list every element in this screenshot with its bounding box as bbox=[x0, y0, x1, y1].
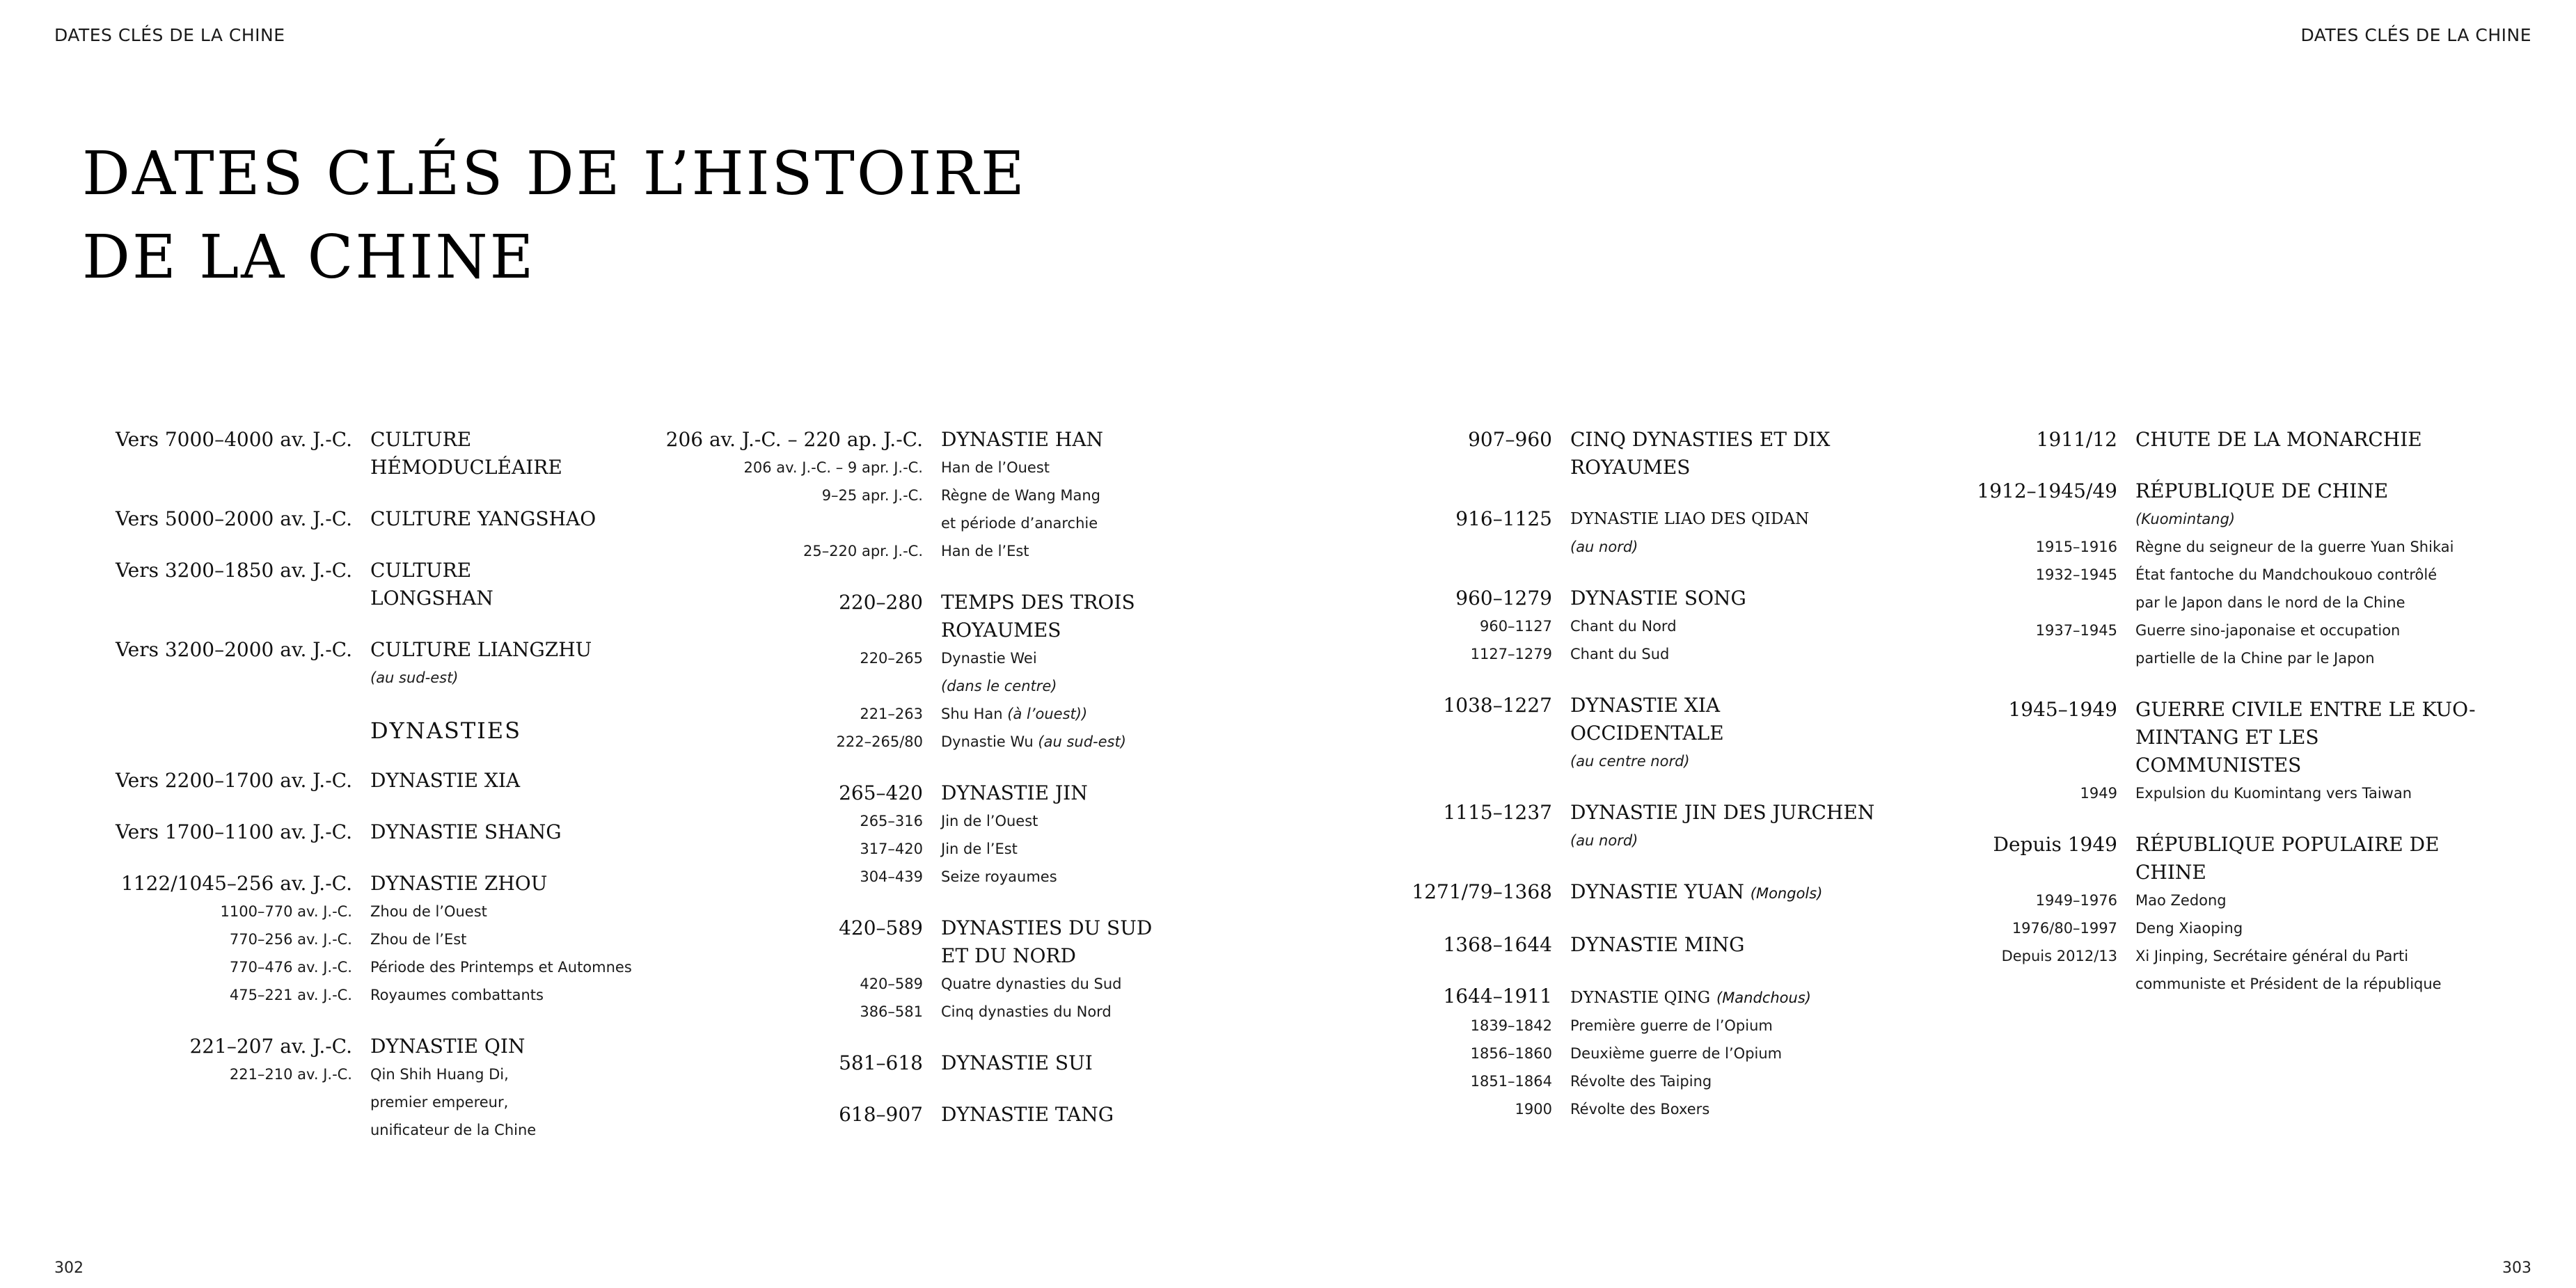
entry-date: 1911/12 bbox=[2036, 428, 2117, 451]
sub-entry-label: Seize royaumes bbox=[941, 868, 1057, 885]
sub-entry-label: et période d’anarchie bbox=[941, 515, 1098, 532]
sub-entry-label: Deuxième guerre de l’Opium bbox=[1570, 1045, 1783, 1062]
timeline-column-4 bbox=[1942, 426, 2483, 1021]
entry-label: DYNASTIE ZHOU bbox=[370, 872, 548, 895]
entry-date: 1912–1945/49 bbox=[1977, 479, 2117, 502]
entry-date: 1038–1227 bbox=[1443, 694, 1552, 717]
timeline-entry bbox=[1350, 426, 1876, 482]
sub-entry-label: Expulsion du Kuomintang vers Taiwan bbox=[2135, 785, 2412, 802]
entry-note: (Mongols) bbox=[1750, 885, 1823, 902]
running-head-right: DATES CLÉS DE LA CHINE bbox=[2300, 25, 2531, 45]
sub-entry-label: Révolte des Taiping bbox=[1570, 1073, 1712, 1090]
sub-entry-label: Cinq dynasties du Nord bbox=[941, 1003, 1112, 1020]
sub-entry bbox=[1350, 1040, 1876, 1067]
sub-entry-date: 1915–1916 bbox=[2035, 539, 2117, 555]
sub-entry bbox=[1942, 970, 2483, 998]
entry-note: (au nord) bbox=[1570, 832, 1638, 849]
entry-note: (Kuomintang) bbox=[2135, 511, 2236, 527]
page-number-left: 302 bbox=[54, 1259, 84, 1277]
sub-entry bbox=[654, 672, 1171, 700]
entry-note: (au nord) bbox=[1570, 539, 1638, 555]
timeline-entry bbox=[1942, 831, 2483, 998]
sub-entry-date: 206 av. J.-C. – 9 apr. J.-C. bbox=[743, 459, 923, 476]
sub-entry bbox=[1942, 644, 2483, 672]
sub-entry bbox=[654, 644, 1171, 672]
sub-entry-label: Chant du Sud bbox=[1570, 646, 1670, 662]
entry-date: 1122/1045–256 av. J.-C. bbox=[120, 872, 352, 895]
sub-entry bbox=[654, 970, 1171, 998]
sub-entry-date: 1900 bbox=[1515, 1101, 1552, 1118]
sub-entry bbox=[82, 925, 632, 953]
sub-entry bbox=[654, 728, 1171, 756]
entry-date: 1945–1949 bbox=[2008, 698, 2117, 721]
sub-entry bbox=[82, 898, 632, 925]
sub-entry bbox=[654, 835, 1171, 863]
entry-date: Vers 5000–2000 av. J.-C. bbox=[115, 507, 352, 530]
entry-note: (au sud-est) bbox=[370, 669, 459, 686]
sub-entry-label: Royaumes combattants bbox=[370, 987, 544, 1003]
entry-label: RÉPUBLIQUE DE CHINE bbox=[2135, 479, 2389, 502]
entry-label: DYNASTIES DU SUD ET DU NORD bbox=[941, 916, 1153, 967]
timeline-entry bbox=[1350, 799, 1876, 854]
entry-label: CULTURE YANGSHAO bbox=[370, 507, 596, 530]
sub-entry bbox=[1942, 942, 2483, 970]
entry-label: DYNASTIE LIAO DES QIDAN bbox=[1570, 510, 1810, 528]
sub-entry bbox=[82, 1060, 632, 1088]
sub-entry-label: communiste et Président de la république bbox=[2135, 976, 2442, 992]
entry-label: DYNASTIE TANG bbox=[941, 1103, 1114, 1126]
entry-date: Vers 3200–2000 av. J.-C. bbox=[115, 638, 352, 661]
timeline-entry bbox=[82, 870, 632, 1009]
timeline-column-2 bbox=[654, 426, 1171, 1152]
sub-entry-date: 770–476 av. J.-C. bbox=[229, 959, 352, 976]
entry-label: DYNASTIE SUI bbox=[941, 1051, 1093, 1074]
timeline-entry bbox=[82, 1033, 632, 1144]
sub-entry bbox=[82, 981, 632, 1009]
sub-entry-note: (à l’ouest)) bbox=[1007, 706, 1088, 722]
sub-entry bbox=[1350, 1067, 1876, 1095]
entry-label: RÉPUBLIQUE POPULAIRE DE CHINE bbox=[2135, 833, 2440, 884]
sub-entry-date: 1932–1945 bbox=[2035, 566, 2117, 583]
sub-entry-date: 770–256 av. J.-C. bbox=[229, 931, 352, 948]
sub-entry-label: Qin Shih Huang Di, bbox=[370, 1066, 509, 1083]
sub-entry-date: 220–265 bbox=[860, 650, 923, 667]
sub-entry-label: Révolte des Boxers bbox=[1570, 1101, 1710, 1118]
sub-entry-label: Jin de l’Ouest bbox=[941, 813, 1038, 829]
timeline-entry bbox=[82, 505, 632, 533]
page-title-line-2: DE LA CHINE bbox=[82, 223, 536, 292]
sub-entry-label: premier empereur, bbox=[370, 1094, 509, 1111]
sub-entry-date: 221–210 av. J.-C. bbox=[229, 1066, 352, 1083]
timeline-entry bbox=[1350, 931, 1876, 959]
timeline-entry bbox=[82, 557, 632, 612]
entry-date: 581–618 bbox=[839, 1051, 923, 1074]
sub-entry-label: Han de l’Est bbox=[941, 543, 1029, 559]
sub-entry-label: Guerre sino-japonaise et occupation bbox=[2135, 622, 2401, 639]
entry-label: DYNASTIE XIA bbox=[370, 769, 521, 792]
entry-label: DYNASTIE YUAN bbox=[1570, 880, 1744, 903]
timeline-entry bbox=[82, 636, 632, 692]
timeline-entry bbox=[1350, 983, 1876, 1123]
timeline-entry bbox=[1350, 585, 1876, 668]
sub-entry bbox=[1942, 914, 2483, 942]
sub-entry-label: unificateur de la Chine bbox=[370, 1122, 537, 1138]
entry-date: 1115–1237 bbox=[1443, 801, 1552, 824]
timeline-entry bbox=[1942, 477, 2483, 672]
sub-entry-label: Deng Xiaoping bbox=[2135, 920, 2243, 937]
sub-entry bbox=[654, 863, 1171, 891]
sub-entry-date: 1100–770 av. J.-C. bbox=[220, 903, 352, 920]
sub-entry-label: Première guerre de l’Opium bbox=[1570, 1017, 1773, 1034]
sub-entry-date: 222–265/80 bbox=[836, 733, 923, 750]
sub-entry bbox=[1942, 617, 2483, 644]
sub-entry bbox=[1350, 1095, 1876, 1123]
sub-entry-date: 1937–1945 bbox=[2035, 622, 2117, 639]
entry-date: 1644–1911 bbox=[1443, 985, 1552, 1008]
sub-entry-label: par le Japon dans le nord de la Chine bbox=[2135, 594, 2405, 611]
page-title-line-1: DATES CLÉS DE L’HISTOIRE bbox=[82, 139, 1027, 209]
sub-entry bbox=[82, 1088, 632, 1116]
sub-entry bbox=[82, 1116, 632, 1144]
sub-entry-label: Mao Zedong bbox=[2135, 892, 2227, 909]
page-number-right: 303 bbox=[2502, 1259, 2531, 1277]
sub-entry-label: partielle de la Chine par le Japon bbox=[2135, 650, 2375, 667]
sub-entry-label: État fantoche du Mandchoukouo contrôlé bbox=[2135, 566, 2437, 583]
timeline-entry bbox=[1942, 426, 2483, 454]
entry-note: (Mandchous) bbox=[1716, 989, 1811, 1006]
sub-entry bbox=[1350, 640, 1876, 668]
timeline-entry bbox=[82, 426, 632, 482]
sub-entry-date: 386–581 bbox=[860, 1003, 923, 1020]
sub-entry bbox=[654, 700, 1171, 728]
sub-entry bbox=[1350, 612, 1876, 640]
entry-label: CINQ DYNASTIES ET DIX ROYAUMES bbox=[1570, 428, 1831, 479]
sub-entry-date: 420–589 bbox=[860, 976, 923, 992]
sub-entry-date: 265–316 bbox=[860, 813, 923, 829]
entry-date: 916–1125 bbox=[1455, 507, 1552, 530]
timeline-entry bbox=[654, 589, 1171, 756]
entry-date: 1271/79–1368 bbox=[1412, 880, 1552, 903]
sub-entry-label: Chant du Nord bbox=[1570, 618, 1677, 635]
sub-entry bbox=[654, 807, 1171, 835]
timeline-entry bbox=[82, 767, 632, 795]
entry-label: GUERRE CIVILE ENTRE LE KUO-MINTANG ET LES COMMUNISTES bbox=[2135, 698, 2476, 777]
entry-label: DYNASTIE SONG bbox=[1570, 587, 1746, 610]
entry-label: DYNASTIE QING bbox=[1570, 989, 1711, 1007]
sub-entry-label: Xi Jinping, Secrétaire général du Parti bbox=[2135, 948, 2409, 964]
sub-entry-label: Quatre dynasties du Sud bbox=[941, 976, 1122, 992]
entry-date: 960–1279 bbox=[1455, 587, 1552, 610]
sub-entry-label: Dynastie Wei bbox=[941, 650, 1037, 667]
entry-label: TEMPS DES TROIS ROYAUMES bbox=[941, 591, 1135, 642]
sub-entry-date: 1949–1976 bbox=[2035, 892, 2117, 909]
entry-label: DYNASTIE HAN bbox=[941, 428, 1104, 451]
entry-date: Vers 7000–4000 av. J.-C. bbox=[115, 428, 352, 451]
entry-note: (au centre nord) bbox=[1570, 753, 1690, 770]
entry-date: 220–280 bbox=[839, 591, 923, 614]
sub-entry-label: Période des Printemps et Automnes bbox=[370, 959, 632, 976]
sub-entry bbox=[1942, 589, 2483, 617]
sub-entry-date: 1949 bbox=[2080, 785, 2117, 802]
entry-label: DYNASTIE SHANG bbox=[370, 820, 562, 843]
sub-entry-label: Zhou de l’Est bbox=[370, 931, 467, 948]
entry-date: Vers 3200–1850 av. J.-C. bbox=[115, 559, 352, 582]
sub-entry-date: 25–220 apr. J.-C. bbox=[803, 543, 923, 559]
sub-entry-date: 1127–1279 bbox=[1470, 646, 1552, 662]
timeline-entry bbox=[1942, 696, 2483, 807]
entry-date: Vers 2200–1700 av. J.-C. bbox=[115, 769, 352, 792]
sub-entry-label: Jin de l’Est bbox=[941, 841, 1018, 857]
sub-entry bbox=[1942, 561, 2483, 589]
sub-entry-label: (dans le centre) bbox=[941, 678, 1057, 694]
entry-label: DYNASTIE JIN bbox=[941, 781, 1088, 804]
sub-entry-label: Dynastie Wu bbox=[941, 733, 1034, 750]
sub-entry-date: 475–221 av. J.-C. bbox=[229, 987, 352, 1003]
entry-label: DYNASTIE JIN DES JURCHEN bbox=[1570, 801, 1875, 824]
timeline-entry bbox=[654, 426, 1171, 565]
entry-date: 1368–1644 bbox=[1443, 933, 1552, 956]
sub-entry-label: Shu Han bbox=[941, 706, 1003, 722]
timeline-entry bbox=[82, 818, 632, 846]
sub-entry-date: Depuis 2012/13 bbox=[2001, 948, 2117, 964]
entry-label: CULTURE LIANGZHU bbox=[370, 638, 592, 661]
entry-date: 420–589 bbox=[839, 916, 923, 939]
sub-entry bbox=[654, 998, 1171, 1026]
sub-entry-label: Zhou de l’Ouest bbox=[370, 903, 487, 920]
sub-entry bbox=[654, 454, 1171, 482]
entry-date: Depuis 1949 bbox=[1993, 833, 2117, 856]
sub-entry-date: 960–1127 bbox=[1479, 618, 1552, 635]
sub-entry-label: Règne du seigneur de la guerre Yuan Shikai bbox=[2135, 539, 2454, 555]
entry-date: 221–207 av. J.-C. bbox=[189, 1035, 352, 1058]
sub-entry-label: Han de l’Ouest bbox=[941, 459, 1050, 476]
sub-entry-note: (au sud-est) bbox=[1038, 733, 1126, 750]
sub-entry bbox=[1942, 887, 2483, 914]
entry-label: CHUTE DE LA MONARCHIE bbox=[2135, 428, 2422, 451]
sub-entry bbox=[654, 509, 1171, 537]
sub-entry bbox=[1942, 533, 2483, 561]
sub-entry-date: 1856–1860 bbox=[1470, 1045, 1552, 1062]
entry-label: DYNASTIE XIA OCCIDENTALE bbox=[1570, 694, 1724, 745]
entry-label: CULTURE LONGSHAN bbox=[370, 559, 493, 610]
entry-date: Vers 1700–1100 av. J.-C. bbox=[115, 820, 352, 843]
timeline-entry bbox=[654, 1049, 1171, 1077]
page-title bbox=[82, 132, 1126, 299]
timeline-entry bbox=[654, 779, 1171, 891]
section-heading-dynasties: DYNASTIES bbox=[370, 717, 522, 744]
timeline-column-3 bbox=[1350, 426, 1876, 1147]
sub-entry-date: 1839–1842 bbox=[1470, 1017, 1552, 1034]
entry-label: CULTURE HÉMODUCLÉAIRE bbox=[370, 428, 562, 479]
sub-entry bbox=[82, 953, 632, 981]
entry-date: 907–960 bbox=[1468, 428, 1552, 451]
sub-entry-date: 9–25 apr. J.-C. bbox=[821, 487, 923, 504]
timeline-entry bbox=[1350, 878, 1876, 907]
sub-entry-date: 304–439 bbox=[860, 868, 923, 885]
sub-entry-date: 1976/80–1997 bbox=[2012, 920, 2117, 937]
entry-date: 618–907 bbox=[839, 1103, 923, 1126]
sub-entry-date: 317–420 bbox=[860, 841, 923, 857]
entry-label: DYNASTIE QIN bbox=[370, 1035, 526, 1058]
sub-entry bbox=[1942, 779, 2483, 807]
running-head-left: DATES CLÉS DE LA CHINE bbox=[54, 25, 285, 45]
sub-entry-label: Règne de Wang Mang bbox=[941, 487, 1100, 504]
timeline-column-1 bbox=[82, 426, 632, 1168]
sub-entry bbox=[654, 482, 1171, 509]
sub-entry-date: 1851–1864 bbox=[1470, 1073, 1552, 1090]
sub-entry-date: 221–263 bbox=[860, 706, 923, 722]
sub-entry bbox=[654, 537, 1171, 565]
timeline-entry bbox=[1350, 505, 1876, 561]
entry-date: 206 av. J.-C. – 220 ap. J.-C. bbox=[665, 428, 923, 451]
sub-entry bbox=[1350, 1012, 1876, 1040]
entry-label: DYNASTIE MING bbox=[1570, 933, 1745, 956]
timeline-entry bbox=[654, 914, 1171, 1026]
timeline-entry bbox=[654, 1101, 1171, 1129]
timeline-entry bbox=[1350, 692, 1876, 775]
entry-date: 265–420 bbox=[839, 781, 923, 804]
